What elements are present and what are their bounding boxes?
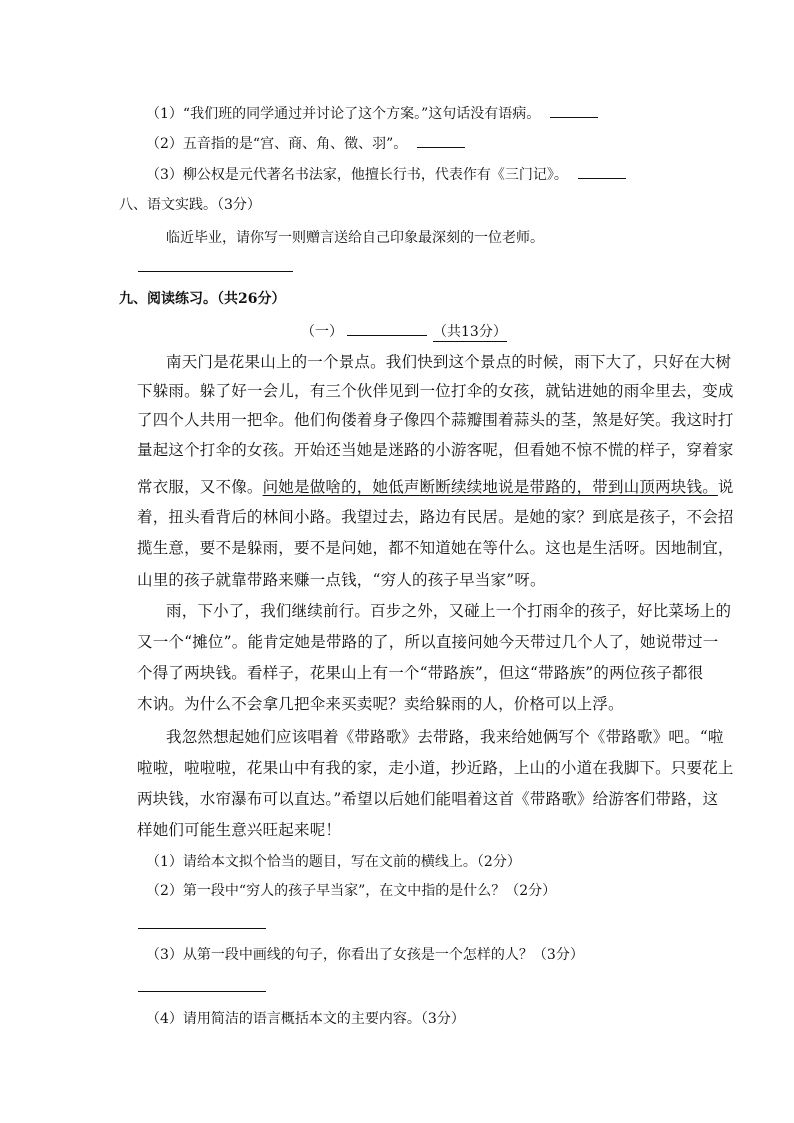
paragraph1-line: 下躲雨。躲了好一会儿，有三个伙伴见到一位打伞的女孩，就钻进她的雨伞里去，变成 bbox=[137, 382, 734, 400]
question-2: （2）第一段中“穷人的孩子早当家”，在文中指的是什么？（2分） bbox=[146, 883, 557, 899]
question-2-answer-line[interactable] bbox=[138, 928, 266, 929]
section8-prompt: 临近毕业，请你写一则赠言送给自己印象最深刻的一位老师。 bbox=[166, 230, 544, 246]
paragraph3-line: 两块钱，水帘瀑布可以直达。”希望以后她们能唱着这首《带路歌》给游客们带路，这 bbox=[137, 790, 719, 808]
passage-title-suffix: （共13分） bbox=[433, 324, 507, 340]
question-1: （1）请给本文拟个恰当的题目，写在文前的横线上。（2分） bbox=[146, 854, 521, 870]
judgement-item-1 bbox=[146, 103, 598, 124]
paragraph1-line: 揽生意，要不是躲雨，要不是问她，都不知道她在等什么。这也是生活呀。因地制宜， bbox=[137, 539, 734, 557]
paragraph1-line: 了四个人共用一把伞。他们佝偻着身子像四个蒜瓣围着蒜头的茎，煞是好笑。我这时打 bbox=[137, 411, 734, 429]
judgement-item-3-text: （3）柳公权是元代著名书法家，他擅长行书，代表作有《三门记》。 bbox=[146, 167, 568, 183]
paragraph1-line-underlined bbox=[137, 477, 734, 497]
question-3-answer-line[interactable] bbox=[138, 991, 266, 992]
answer-blank-2[interactable] bbox=[417, 133, 465, 148]
passage-title-blank[interactable] bbox=[347, 321, 427, 336]
section8-heading: 八、语文实践。（3分） bbox=[119, 197, 261, 213]
passage-title bbox=[301, 321, 507, 342]
section9-heading: 九、阅读练习。（共26分） bbox=[119, 291, 286, 307]
paragraph1-line5-start: 常衣服，又不像。 bbox=[137, 478, 263, 496]
paragraph1-line: 南天门是花果山上的一个景点。我们快到这个景点的时候，雨下大了，只好在大树 bbox=[166, 353, 732, 371]
paragraph3-line: 样她们可能生意兴旺起来呢！ bbox=[137, 821, 342, 839]
underlined-sentence: 问她是做啥的，她低声断断续续地说是带路的，带到山顶两块钱。 bbox=[262, 478, 718, 496]
judgement-item-2 bbox=[146, 133, 465, 154]
passage-title-prefix: （一） bbox=[301, 324, 343, 340]
judgement-item-2-text: （2）五音指的是“宫、商、角、徵、羽”。 bbox=[146, 136, 408, 152]
paragraph1-line: 量起这个打伞的女孩。开始还当她是迷路的小游客呢，但看她不惊不慌的样子，穿着家 bbox=[137, 441, 734, 459]
question-4: （4）请用简洁的语言概括本文的主要内容。（3分） bbox=[146, 1011, 465, 1027]
question-3: （3）从第一段中画线的句子，你看出了女孩是一个怎样的人？（3分） bbox=[146, 947, 584, 963]
paragraph2-line: 雨，下小了，我们继续前行。百步之外，又碰上一个打雨伞的孩子，好比菜场上的 bbox=[166, 602, 732, 620]
answer-blank-3[interactable] bbox=[578, 164, 626, 179]
paragraph2-line: 个得了两块钱。看样子，花果山上有一个“带路族”，但这“带路族”的两位孩子都很 bbox=[137, 664, 704, 682]
paragraph1-line: 着，扭头看背后的林间小路。我望过去，路边有民居。是她的家？到底是孩子，不会招 bbox=[137, 508, 734, 526]
judgement-item-1-text: （1）“我们班的同学通过并讨论了这个方案。”这句话没有语病。 bbox=[146, 106, 541, 122]
answer-blank-1[interactable] bbox=[550, 103, 598, 118]
judgement-item-3 bbox=[146, 164, 626, 185]
paragraph1-line5-end: 说 bbox=[717, 478, 734, 496]
paragraph1-line: 山里的孩子就靠带路来赚一点钱，“穷人的孩子早当家”呀。 bbox=[137, 571, 546, 589]
paragraph2-line: 木讷。为什么不会拿几把伞来买卖呢？卖给躲雨的人，价格可以上浮。 bbox=[137, 695, 624, 713]
paragraph3-line: 我忽然想起她们应该唱着《带路歌》去带路，我来给她俩写个《带路歌》吧。“啦 bbox=[166, 728, 724, 746]
section8-answer-line[interactable] bbox=[138, 271, 293, 272]
paragraph3-line: 啦啦，啦啦啦，花果山中有我的家，走小道，抄近路，上山的小道在我脚下。只要花上 bbox=[137, 759, 734, 777]
paragraph2-line: 又一个“摊位”。能肯定她是带路的了，所以直接问她今天带过几个人了，她说带过一 bbox=[137, 633, 719, 651]
